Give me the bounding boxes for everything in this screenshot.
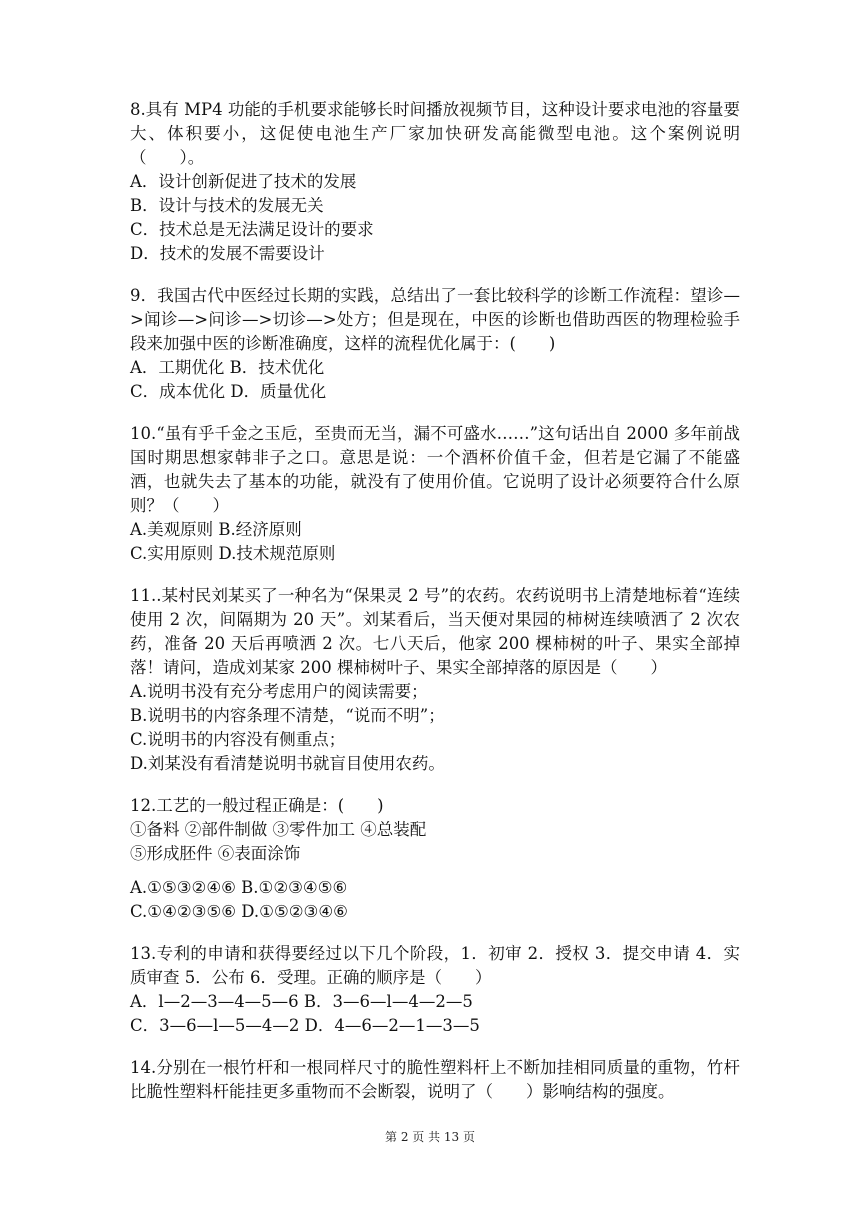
option-c: C.说明书的内容没有侧重点； (130, 730, 346, 749)
question-stem: 8.具有 MP4 功能的手机要求能够长时间播放视频节目，这种设计要求电池的容量要大、体积要小，这促使电池生产厂家加快研发高能微型电池。这个案例说明（ ）。 (130, 100, 740, 167)
options-row-ab: A.美观原则 B.经济原则 (130, 520, 302, 539)
option-d: D.刘某没有看清楚说明书就盲目使用农药。 (130, 754, 445, 773)
spacer (130, 866, 740, 876)
options-row-cd: C.实用原则 D.技术规范原则 (130, 544, 336, 563)
question-13 (130, 942, 740, 1038)
option-c: C．技术总是无法满足设计的要求 (130, 220, 374, 239)
option-b: B.说明书的内容条理不清楚，“说而不明”； (130, 706, 445, 725)
question-stem: 12.工艺的一般过程正确是：( ) (130, 796, 384, 815)
question-10 (130, 422, 740, 566)
options-row-cd: C．成本优化 D．质量优化 (130, 382, 327, 401)
question-stem: 9．我国古代中医经过长期的实践，总结出了一套比较科学的诊断工作流程：望诊—>闻诊—>问诊—>切诊—>处方；但是现在，中医的诊断也借助西医的物理检验手段来加强中医的诊断准确度，这样的流程优化属于：( ) (130, 286, 740, 353)
options-row-ab: A.①⑤③②④⑥ B.①②③④⑤⑥ (130, 878, 348, 897)
question-11 (130, 584, 740, 776)
question-stem: 10.“虽有乎千金之玉卮，至贵而无当，漏不可盛水……”这句话出自 2000 多年前战国时期思想家韩非子之口。意思是说：一个酒杯价值千金，但若是它漏了不能盛酒，也就失去了基本的功能，就没有了使用价值。它说明了设计必须要符合什么原则？（ ） (130, 424, 740, 515)
page-footer: 第 2 页 共 13 页 (385, 1130, 475, 1144)
question-12 (130, 794, 740, 924)
step-list-line: ①备料 ②部件制做 ③零件加工 ④总装配 (130, 820, 427, 839)
question-stem: 14.分别在一根竹杆和一根同样尺寸的脆性塑料杆上不断加挂相同质量的重物，竹杆比脆性塑料杆能挂更多重物而不会断裂，说明了（ ）影响结构的强度。 (130, 1058, 740, 1101)
question-stem: 11..某村民刘某买了一种名为“保果灵 2 号”的农药。农药说明书上清楚地标着“连续使用 2 次，间隔期为 20 天”。刘某看后，当天便对果园的柿树连续喷洒了 2 次农药，准备 20 天后再喷洒 2 次。七八天后，他家 200 棵柿树的叶子、果实全部掉落！请问，造成刘某家 200 棵柿树叶子、果实全部掉落的原因是（ ） (130, 586, 740, 677)
question-list (130, 98, 740, 1122)
option-a: A．设计创新促进了技术的发展 (130, 172, 357, 191)
option-b: B．设计与技术的发展无关 (130, 196, 324, 215)
option-d: D．技术的发展不需要设计 (130, 244, 325, 263)
question-9 (130, 284, 740, 404)
step-list-line: ⑤形成胚件 ⑥表面涂饰 (130, 844, 301, 863)
question-8 (130, 98, 740, 266)
option-a: A.说明书没有充分考虑用户的阅读需要； (130, 682, 428, 701)
options-row-cd: C．3—6—l—5—4—2 D．4—6—2—1—3—5 (130, 1016, 480, 1035)
question-14 (130, 1056, 740, 1104)
question-stem: 13.专利的申请和获得要经过以下几个阶段，1．初审 2．授权 3．提交申请 4．实质审查 5．公布 6．受理。正确的顺序是（ ） (130, 944, 740, 987)
options-row-ab: A．l—2—3—4—5—6 B．3—6—l—4—2—5 (130, 992, 473, 1011)
options-row-ab: A．工期优化 B．技术优化 (130, 358, 325, 377)
options-row-cd: C.①④②③⑤⑥ D.①⑤②③④⑥ (130, 902, 348, 921)
